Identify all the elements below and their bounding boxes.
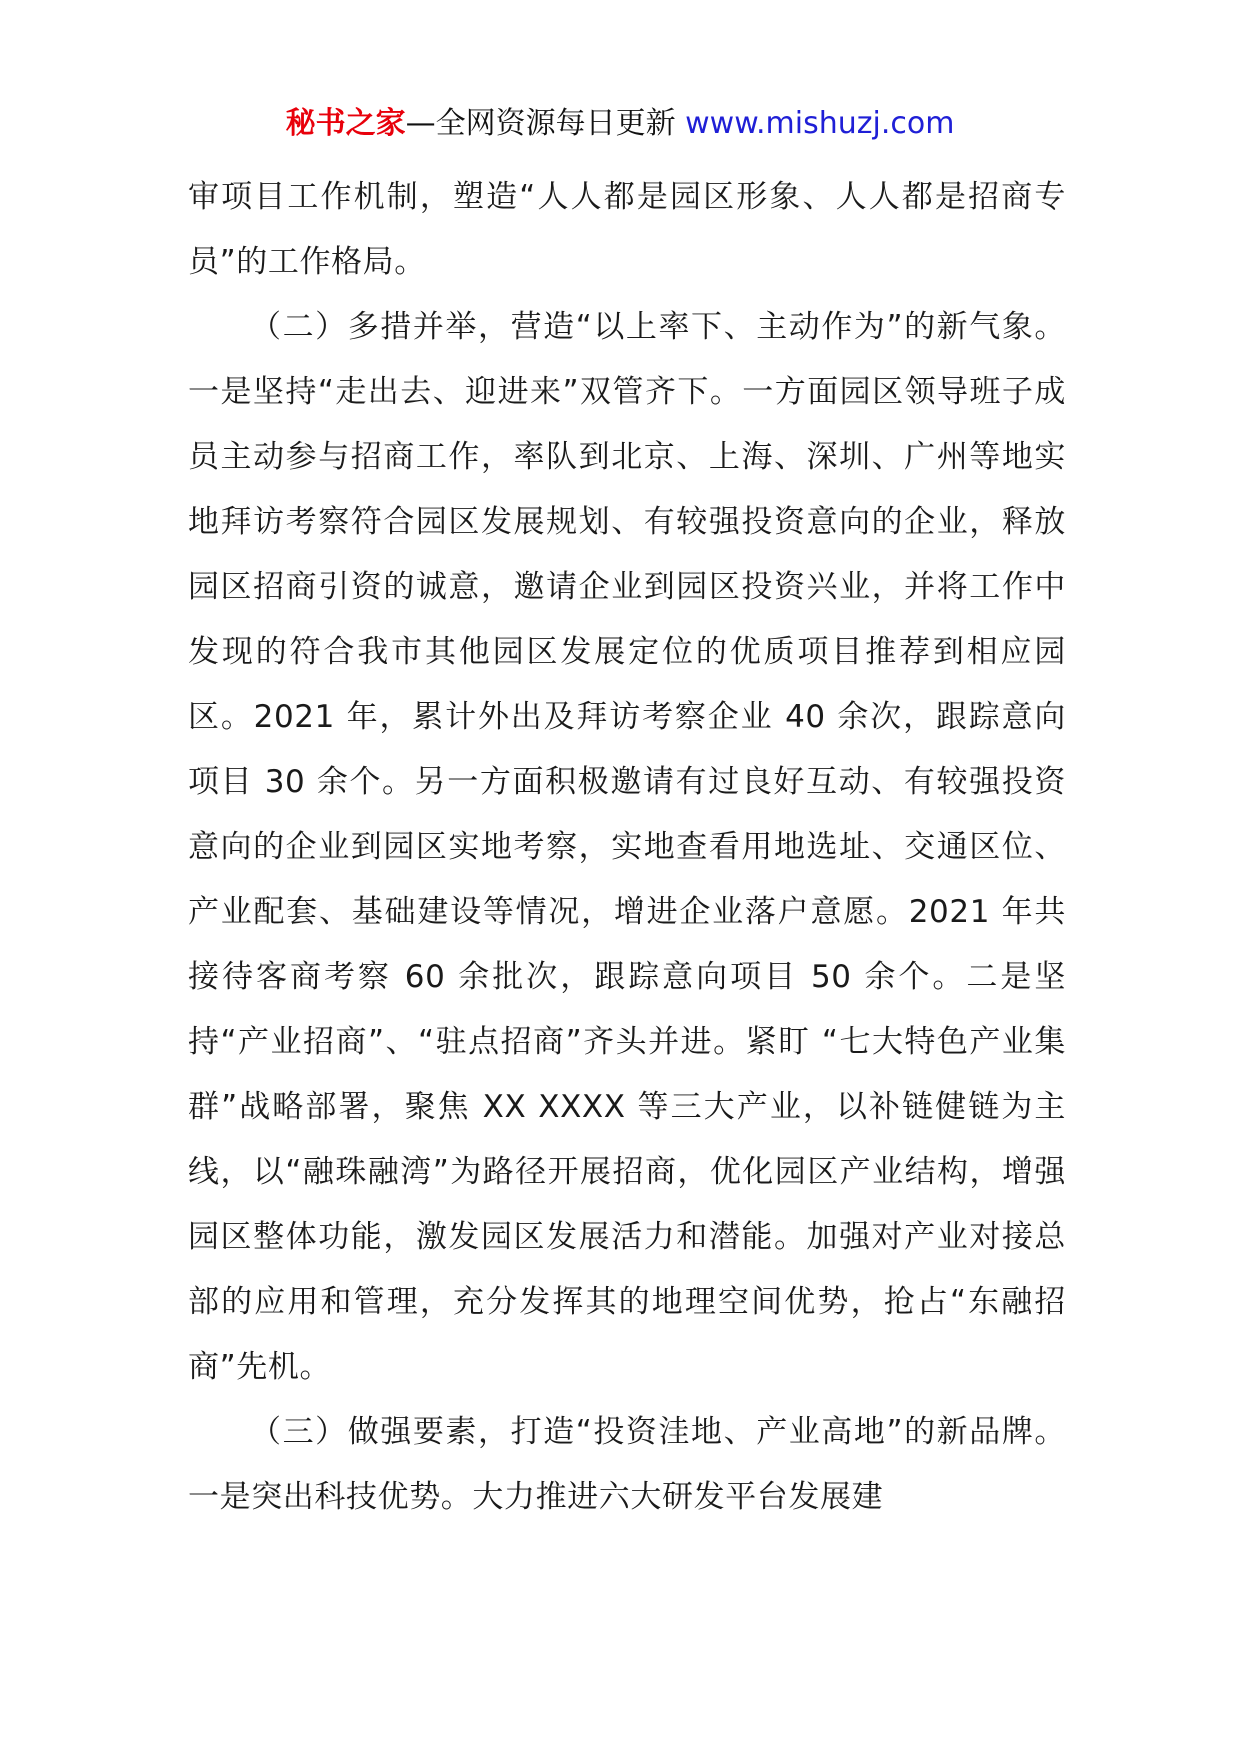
document-body [188,165,1066,1530]
website-link[interactable]: www.mishuzj.com [685,106,955,141]
paragraph-continuation: 审项目工作机制，塑造“人人都是园区形象、人人都是招商专员”的工作格局。 [188,179,1066,280]
brand-name: 秘书之家 [285,106,406,141]
header-tagline: —全网资源每日更新 [405,106,676,141]
page-header [0,104,1240,144]
paragraph-section-two: （二）多措并举，营造“以上率下、主动作为”的新气象。一是坚持“走出去、迎进来”双管齐下。一方面园区领导班子成员主动参与招商工作，率队到北京、上海、深圳、广州等地实地拜访考察符合园区发展规划、有较强投资意向的企业，释放园区招商引资的诚意，邀请企业到园区投资兴业，并将工作中发现的符合我市其他园区发展定位的优质项目推荐到相应园区。2021 年，累计外出及拜访考察企业 40 余次，跟踪意向项目 30 余个。另一方面积极邀请有过良好互动、有较强投资意向的企业到园区实地考察，实地查看用地选址、交通区位、产业配套、基础建设等情况，增进企业落户意愿。2021 年共接待客商考察 60 余批次，跟踪意向项目 50 余个。二是坚持“产业招商”、“驻点招商”齐头并进。紧盯 “七大特色产业集群”战略部署，聚焦 XX XXXX 等三大产业，以补链健链为主线，以“融珠融湾”为路径开展招商，优化园区产业结构，增强园区整体功能，激发园区发展活力和潜能。加强对产业对接总部的应用和管理，充分发挥其的地理空间优势，抢占“东融招商”先机。 [188,309,1066,1385]
paragraph-section-three: （三）做强要素，打造“投资洼地、产业高地”的新品牌。一是突出科技优势。大力推进六大研发平台发展建 [188,1414,1066,1515]
